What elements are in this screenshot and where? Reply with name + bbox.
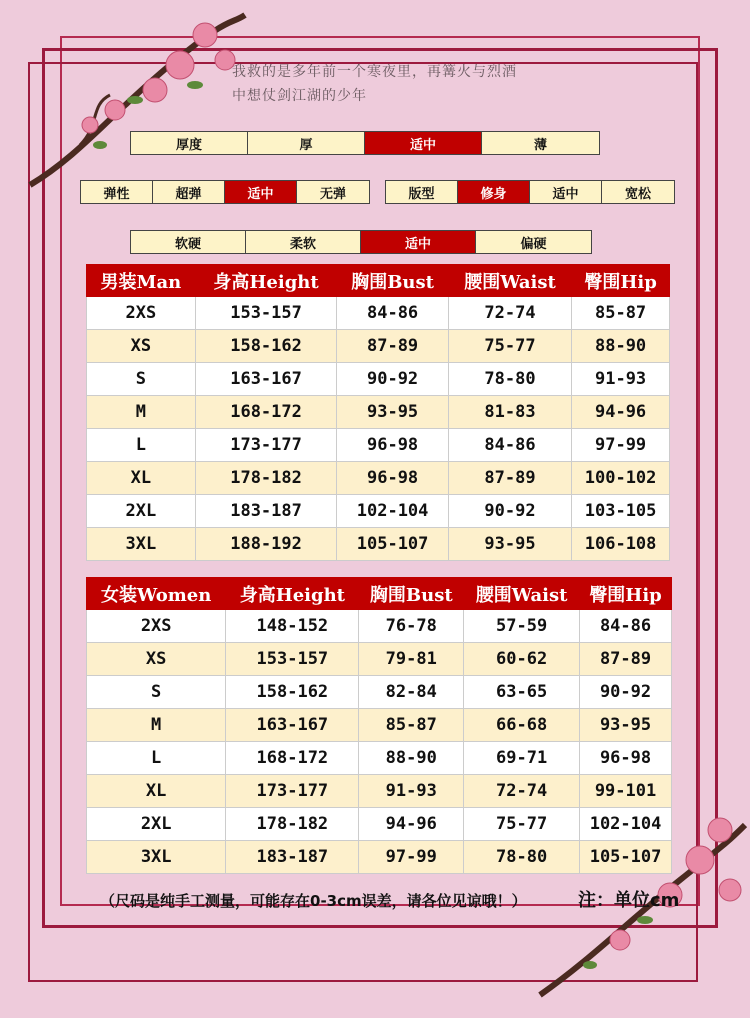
table-header-cell: 臀围Hip	[580, 578, 672, 610]
table-cell: 96-98	[337, 429, 449, 462]
table-cell: 82-84	[359, 676, 464, 709]
table-cell: L	[87, 742, 226, 775]
table-cell: 97-99	[359, 841, 464, 874]
measurement-note: （尺码是纯手工测量，可能存在0-3cm误差，请各位见谅哦！）	[100, 892, 527, 910]
table-row	[87, 841, 672, 874]
table-cell: 102-104	[337, 495, 449, 528]
table-row	[87, 462, 670, 495]
table-header-row	[87, 265, 670, 297]
table-cell: 148-152	[226, 610, 359, 643]
table-cell: 78-80	[448, 363, 571, 396]
table-cell: 79-81	[359, 643, 464, 676]
table-header-cell: 男装Man	[87, 265, 196, 297]
men-table-body	[87, 265, 670, 561]
table-cell: 2XS	[87, 297, 196, 330]
table-cell: 158-162	[226, 676, 359, 709]
table-row	[87, 742, 672, 775]
table-header-cell: 腰围Waist	[464, 578, 580, 610]
attr-cell: 软硬	[131, 231, 246, 253]
table-row	[87, 495, 670, 528]
table-cell: 84-86	[448, 429, 571, 462]
softness-row	[130, 230, 592, 254]
table-cell: 81-83	[448, 396, 571, 429]
attr-cell-selected: 适中	[365, 132, 482, 154]
table-header-row	[87, 578, 672, 610]
attr-cell: 薄	[533, 137, 547, 153]
table-row	[87, 528, 670, 561]
table-cell: S	[87, 363, 196, 396]
table-cell: XL	[87, 775, 226, 808]
table-header-cell: 胸围Bust	[337, 265, 449, 297]
table-cell: 93-95	[337, 396, 449, 429]
attr-cell: 宽松	[624, 186, 651, 202]
table-row	[87, 610, 672, 643]
table-cell: 106-108	[572, 528, 670, 561]
attr-cell: 柔软	[246, 231, 361, 253]
table-cell: 173-177	[195, 429, 337, 462]
table-cell: 75-77	[464, 808, 580, 841]
table-cell: 90-92	[448, 495, 571, 528]
table-cell: 96-98	[580, 742, 672, 775]
table-cell: 105-107	[337, 528, 449, 561]
attr-cell: 厚度	[131, 132, 248, 154]
attr-cell: 超弹	[153, 181, 225, 203]
table-cell: XS	[87, 330, 196, 363]
table-cell: 105-107	[580, 841, 672, 874]
table-header-cell: 腰围Waist	[448, 265, 571, 297]
table-cell: 103-105	[572, 495, 670, 528]
table-row	[87, 297, 670, 330]
table-cell: 102-104	[580, 808, 672, 841]
blossom-branch-icon	[20, 5, 250, 195]
attr-cell: 适中	[530, 181, 602, 203]
table-row	[87, 429, 670, 462]
attr-cell-selected: 修身	[458, 181, 530, 203]
table-cell: 85-87	[572, 297, 670, 330]
unit-label: 注：单位cm	[578, 890, 680, 911]
table-row	[87, 676, 672, 709]
women-table-body	[87, 578, 672, 874]
table-cell: 88-90	[572, 330, 670, 363]
table-header-cell: 身高Height	[195, 265, 337, 297]
table-cell: 97-99	[572, 429, 670, 462]
table-cell: 2XL	[87, 808, 226, 841]
table-cell: M	[87, 396, 196, 429]
table-cell: 87-89	[580, 643, 672, 676]
table-cell: 99-101	[580, 775, 672, 808]
table-header-cell: 身高Height	[226, 578, 359, 610]
table-row	[87, 396, 670, 429]
table-cell: XS	[87, 643, 226, 676]
table-cell: 66-68	[464, 709, 580, 742]
table-cell: 163-167	[195, 363, 337, 396]
table-cell: 93-95	[580, 709, 672, 742]
table-cell: 88-90	[359, 742, 464, 775]
women-size-table	[86, 577, 672, 874]
table-row	[87, 709, 672, 742]
table-cell: 75-77	[448, 330, 571, 363]
table-cell: 178-182	[195, 462, 337, 495]
poem-text	[232, 60, 517, 108]
table-cell: 60-62	[464, 643, 580, 676]
poem-line-1: 我救的是多年前一个寒夜里，再篝火与烈酒	[232, 64, 517, 80]
attr-cell: 版型	[386, 181, 458, 203]
table-cell: 69-71	[464, 742, 580, 775]
attr-cell: 弹性	[81, 181, 153, 203]
table-cell: 87-89	[337, 330, 449, 363]
table-cell: L	[87, 429, 196, 462]
table-cell: 94-96	[359, 808, 464, 841]
table-header-cell: 臀围Hip	[572, 265, 670, 297]
men-size-table	[86, 264, 670, 561]
table-header-cell: 胸围Bust	[359, 578, 464, 610]
table-cell: 163-167	[226, 709, 359, 742]
table-cell: 93-95	[448, 528, 571, 561]
table-cell: 153-157	[195, 297, 337, 330]
table-cell: 158-162	[195, 330, 337, 363]
table-cell: 188-192	[195, 528, 337, 561]
table-cell: 57-59	[464, 610, 580, 643]
elasticity-row	[80, 180, 370, 204]
table-cell: 90-92	[337, 363, 449, 396]
table-cell: 153-157	[226, 643, 359, 676]
table-cell: 72-74	[448, 297, 571, 330]
table-header-cell: 女装Women	[87, 578, 226, 610]
table-cell: 84-86	[337, 297, 449, 330]
table-cell: 72-74	[464, 775, 580, 808]
table-cell: 96-98	[337, 462, 449, 495]
table-cell: XL	[87, 462, 196, 495]
table-cell: 90-92	[580, 676, 672, 709]
table-cell: 168-172	[226, 742, 359, 775]
table-cell: 100-102	[572, 462, 670, 495]
table-cell: 78-80	[464, 841, 580, 874]
fit-row	[385, 180, 675, 204]
table-cell: 94-96	[572, 396, 670, 429]
table-cell: 91-93	[359, 775, 464, 808]
table-cell: 76-78	[359, 610, 464, 643]
table-cell: 85-87	[359, 709, 464, 742]
poem-line-2: 中想仗剑江湖的少年	[232, 88, 367, 104]
table-cell: 183-187	[195, 495, 337, 528]
table-cell: 84-86	[580, 610, 672, 643]
table-cell: 87-89	[448, 462, 571, 495]
table-cell: S	[87, 676, 226, 709]
table-cell: 3XL	[87, 841, 226, 874]
table-row	[87, 330, 670, 363]
attr-cell-selected: 适中	[225, 181, 297, 203]
table-cell: 173-177	[226, 775, 359, 808]
attr-cell-selected: 适中	[361, 231, 476, 253]
thickness-row	[130, 131, 600, 155]
table-cell: 183-187	[226, 841, 359, 874]
table-cell: 178-182	[226, 808, 359, 841]
table-row	[87, 808, 672, 841]
table-row	[87, 643, 672, 676]
table-cell: 63-65	[464, 676, 580, 709]
table-cell: 2XS	[87, 610, 226, 643]
table-row	[87, 775, 672, 808]
table-cell: M	[87, 709, 226, 742]
attr-cell: 偏硬	[520, 236, 547, 252]
attr-cell: 无弹	[319, 186, 346, 202]
table-cell: 168-172	[195, 396, 337, 429]
attr-cell: 厚	[248, 132, 365, 154]
table-cell: 3XL	[87, 528, 196, 561]
table-cell: 2XL	[87, 495, 196, 528]
table-row	[87, 363, 670, 396]
table-cell: 91-93	[572, 363, 670, 396]
